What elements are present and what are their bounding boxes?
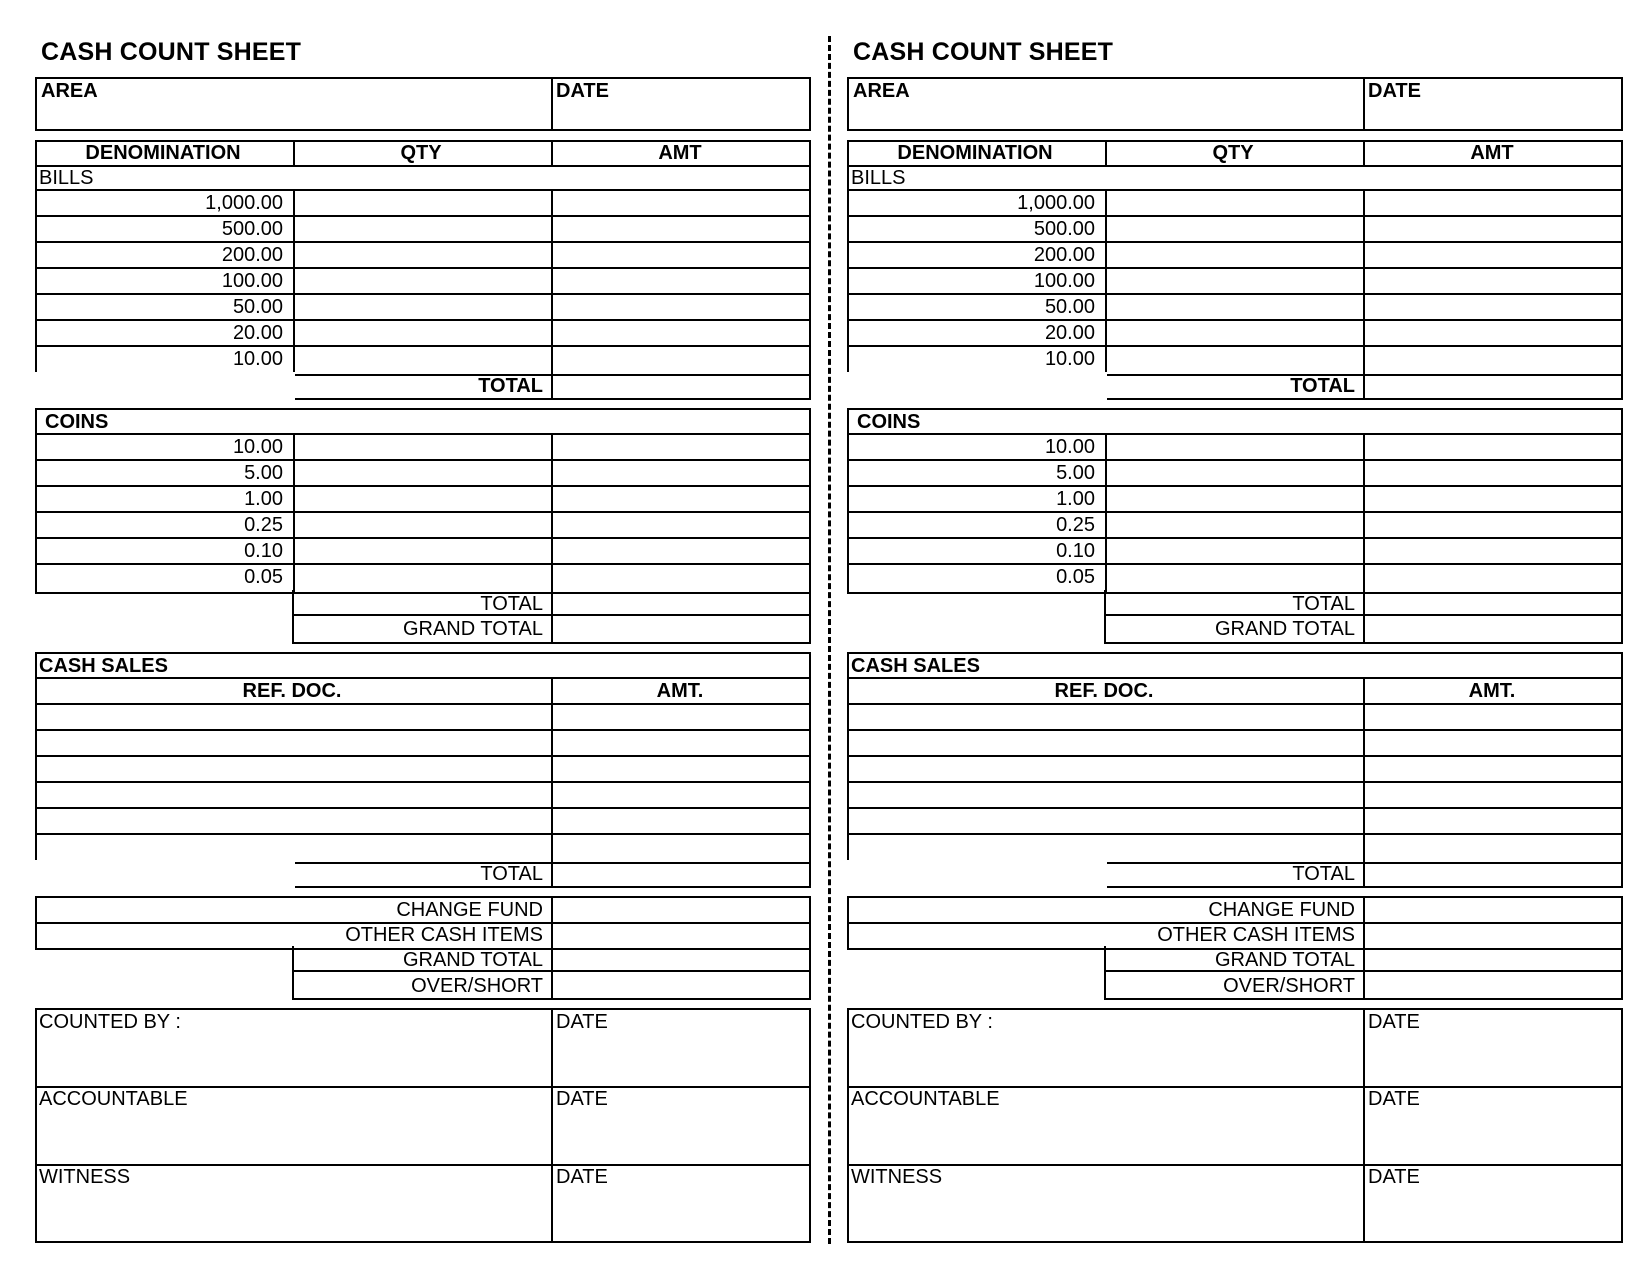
col-amt: AMT: [1470, 142, 1514, 164]
accountable-date-label: DATE: [556, 1088, 608, 1110]
col-ref-doc: REF. DOC.: [1054, 680, 1154, 702]
counted-by-label: COUNTED BY :: [39, 1011, 181, 1033]
cash-count-sheet-left: [35, 0, 815, 1275]
change-fund-label: CHANGE FUND: [1208, 899, 1355, 921]
coin-denomination: 1.00: [244, 488, 283, 510]
accountable-date-label: DATE: [1368, 1088, 1420, 1110]
counted-by-label: COUNTED BY :: [851, 1011, 993, 1033]
coin-denomination: 0.25: [244, 514, 283, 536]
bill-denomination: 200.00: [221, 244, 283, 266]
summary-grand-total-label: GRAND TOTAL: [402, 949, 543, 971]
bill-denomination: 10.00: [1044, 348, 1095, 370]
date-label: DATE: [556, 80, 609, 102]
cash-sales-total-label: TOTAL: [1292, 863, 1355, 885]
accountable-label: ACCOUNTABLE: [851, 1088, 1000, 1110]
cash-sales-label: CASH SALES: [851, 655, 980, 677]
coin-denomination: 5.00: [1056, 462, 1095, 484]
area-field[interactable]: [849, 103, 1359, 127]
accountable-label: ACCOUNTABLE: [39, 1088, 188, 1110]
coins-grand-total-label: GRAND TOTAL: [402, 618, 543, 640]
coins-label: COINS: [857, 411, 921, 433]
counted-by-date-label: DATE: [1368, 1011, 1420, 1033]
bill-denomination: 200.00: [1033, 244, 1095, 266]
col-denomination: DENOMINATION: [897, 142, 1053, 164]
col-amt: AMT: [658, 142, 702, 164]
cash-sales-label: CASH SALES: [39, 655, 168, 677]
coins-grand-total-label: GRAND TOTAL: [1214, 618, 1355, 640]
over-short-label: OVER/SHORT: [1223, 975, 1355, 997]
coin-denomination: 10.00: [1044, 436, 1095, 458]
coin-denomination: 1.00: [1056, 488, 1095, 510]
other-cash-items-label: OTHER CASH ITEMS: [1157, 924, 1355, 946]
bill-denomination: 1,000.00: [1017, 192, 1095, 214]
date-label: DATE: [1368, 80, 1421, 102]
witness-label: WITNESS: [851, 1166, 943, 1188]
sheet-title: CASH COUNT SHEET: [41, 38, 302, 66]
coins-total-label: TOTAL: [1292, 593, 1355, 615]
bill-denomination: 50.00: [1044, 296, 1095, 318]
witness-date-label: DATE: [1368, 1166, 1420, 1188]
coin-denomination: 0.05: [1056, 566, 1095, 588]
cash-sales-total-label: TOTAL: [480, 863, 543, 885]
bills-label: BILLS: [39, 167, 94, 189]
bill-denomination: 500.00: [1033, 218, 1095, 240]
date-field[interactable]: [552, 103, 807, 127]
bills-label: BILLS: [851, 167, 906, 189]
cut-line-divider: [828, 36, 831, 1244]
bill-denomination: 50.00: [232, 296, 283, 318]
date-field[interactable]: [1364, 103, 1619, 127]
bill-denomination: 500.00: [221, 218, 283, 240]
bill-denomination: 100.00: [221, 270, 283, 292]
col-amt-sales: AMT.: [1468, 680, 1516, 702]
bill-denomination: 20.00: [1044, 322, 1095, 344]
sheet-title: CASH COUNT SHEET: [853, 38, 1114, 66]
coin-denomination: 0.25: [1056, 514, 1095, 536]
signature-table: [847, 1008, 1623, 1243]
area-label: AREA: [853, 80, 910, 102]
change-fund-label: CHANGE FUND: [396, 899, 543, 921]
cash-count-sheet-right: [847, 0, 1627, 1275]
bill-denomination: 1,000.00: [205, 192, 283, 214]
witness-date-label: DATE: [556, 1166, 608, 1188]
area-field[interactable]: [37, 103, 547, 127]
coins-total-label: TOTAL: [480, 593, 543, 615]
bills-total-label: TOTAL: [1290, 375, 1355, 397]
area-label: AREA: [41, 80, 98, 102]
col-amt-sales: AMT.: [656, 680, 704, 702]
other-cash-items-label: OTHER CASH ITEMS: [345, 924, 543, 946]
over-short-label: OVER/SHORT: [411, 975, 543, 997]
signature-table: [35, 1008, 811, 1243]
counted-by-date-label: DATE: [556, 1011, 608, 1033]
bills-total-label: TOTAL: [478, 375, 543, 397]
coin-denomination: 5.00: [244, 462, 283, 484]
bill-denomination: 20.00: [232, 322, 283, 344]
coin-denomination: 10.00: [232, 436, 283, 458]
bill-denomination: 100.00: [1033, 270, 1095, 292]
coin-denomination: 0.05: [244, 566, 283, 588]
witness-label: WITNESS: [39, 1166, 131, 1188]
col-qty: QTY: [400, 142, 442, 164]
coin-denomination: 0.10: [1056, 540, 1095, 562]
bill-denomination: 10.00: [232, 348, 283, 370]
col-qty: QTY: [1212, 142, 1254, 164]
coin-denomination: 0.10: [244, 540, 283, 562]
coins-label: COINS: [45, 411, 109, 433]
summary-grand-total-label: GRAND TOTAL: [1214, 949, 1355, 971]
col-denomination: DENOMINATION: [85, 142, 241, 164]
col-ref-doc: REF. DOC.: [242, 680, 342, 702]
